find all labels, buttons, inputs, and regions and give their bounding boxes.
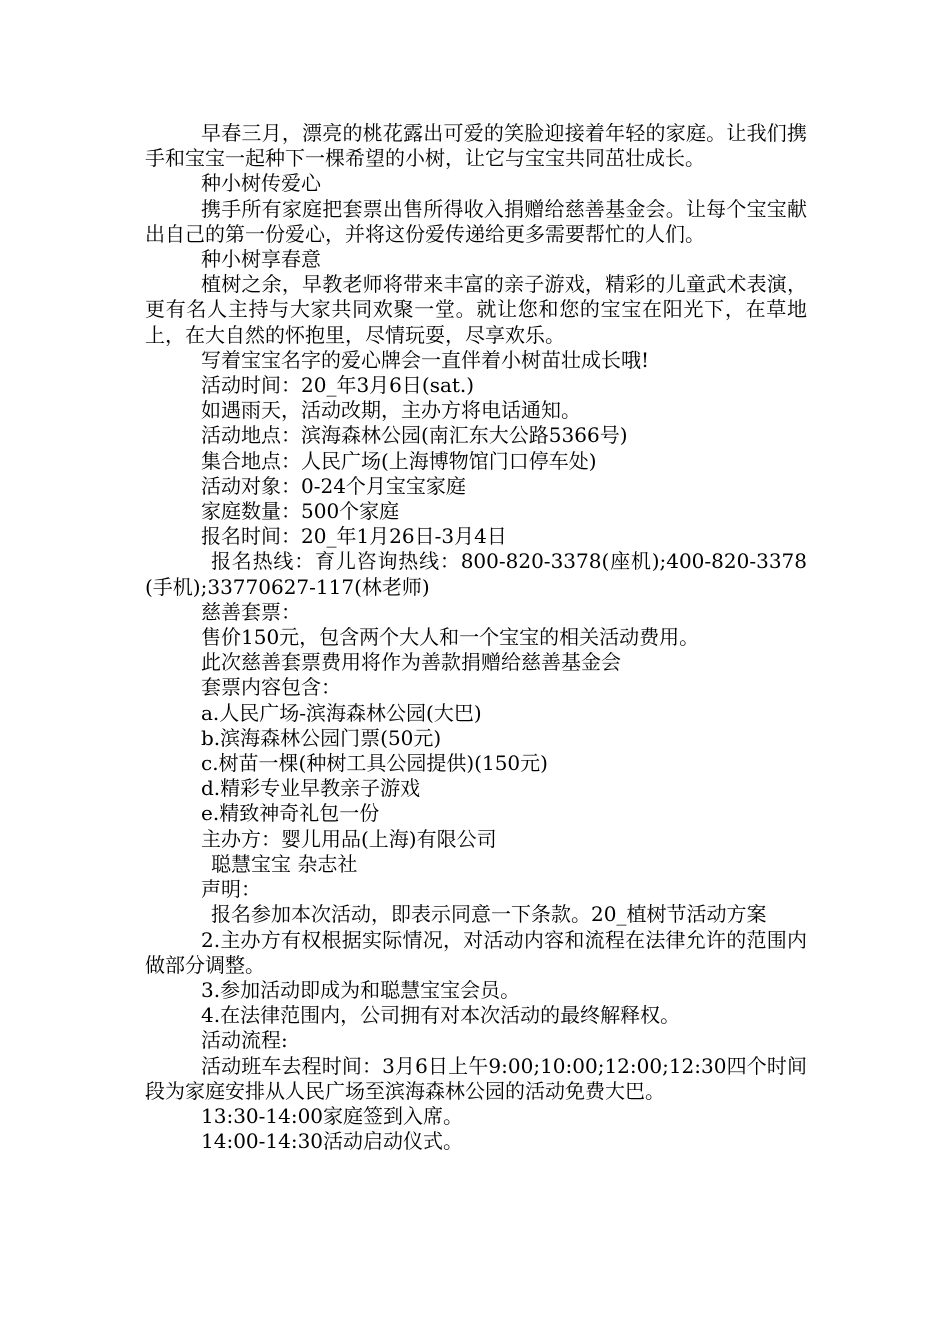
- charity-paragraph: 携手所有家庭把套票出售所得收入捐赠给慈善基金会。让每个宝宝献出自己的第一份爱心，并将这份爱传递给更多需要帮忙的人们。: [145, 196, 807, 246]
- target-audience-line: 活动对象：0-24个月宝宝家庭: [201, 473, 466, 498]
- opening-ceremony-line: 14:00-14:30活动启动仪式。: [201, 1129, 464, 1154]
- co-organizer-line: 聪慧宝宝 杂志社: [211, 851, 358, 876]
- checkin-time-line: 13:30-14:00家庭签到入席。: [201, 1103, 464, 1128]
- schedule-heading: 活动流程:: [201, 1028, 288, 1053]
- shuttle-schedule-paragraph: 活动班车去程时间：3月6日上午9:00;10:00;12:00;12:30四个时间段为家庭安排从人民广场至滨海森林公园的活动免费大巴。: [145, 1053, 807, 1103]
- ticket-price-line: 售价150元，包含两个大人和一个宝宝的相关活动费用。: [201, 625, 700, 650]
- event-location-line: 活动地点：滨海森林公园(南汇东大公路5366号): [201, 423, 628, 448]
- section-heading-spring: 种小树享春意: [201, 247, 321, 272]
- statement-clause-2: 2.主办方有权根据实际情况，对活动内容和流程在法律允许的范围内做部分调整。: [145, 927, 807, 977]
- registration-time-line: 报名时间：20_年1月26日-3月4日: [201, 524, 507, 549]
- ticket-item-c: c.树苗一棵(种树工具公园提供)(150元): [201, 751, 548, 776]
- ticket-item-d: d.精彩专业早教亲子游戏: [201, 776, 421, 801]
- ticket-item-b: b.滨海森林公园门票(50元): [201, 725, 442, 750]
- organizer-line: 主办方：婴儿用品(上海)有限公司: [201, 826, 497, 851]
- section-heading-love: 种小树传爱心: [201, 171, 321, 196]
- family-count-line: 家庭数量：500个家庭: [201, 499, 400, 524]
- charity-ticket-heading: 慈善套票：: [201, 599, 301, 624]
- activities-paragraph: 植树之余，早教老师将带来丰富的亲子游戏，精彩的儿童武术表演，更有名人主持与大家共同欢聚一堂。就让您和您的宝宝在阳光下，在草地上，在大自然的怀抱里，尽情玩耍，尽享欢乐。: [145, 272, 807, 347]
- name-plate-line: 写着宝宝名字的爱心牌会一直伴着小树苗壮成长哦!: [201, 347, 650, 372]
- ticket-contents-heading: 套票内容包含：: [201, 675, 341, 700]
- ticket-item-a: a.人民广场-滨海森林公园(大巴): [201, 700, 482, 725]
- statement-clause-1: 报名参加本次活动，即表示同意一下条款。20_植树节活动方案: [211, 902, 767, 927]
- meeting-point-line: 集合地点：人民广场(上海博物馆门口停车处): [201, 448, 597, 473]
- intro-paragraph: 早春三月，漂亮的桃花露出可爱的笑脸迎接着年轻的家庭。让我们携手和宝宝一起种下一棵希望的小树，让它与宝宝共同茁壮成长。: [145, 121, 807, 171]
- statement-clause-4: 4.在法律范围内，公司拥有对本次活动的最终解释权。: [201, 1003, 681, 1028]
- statement-clause-3: 3.参加活动即成为和聪慧宝宝会员。: [201, 977, 521, 1002]
- event-time-line: 活动时间：20_年3月6日(sat.): [201, 373, 475, 398]
- hotline-paragraph: 报名热线：育儿咨询热线：800-820-3378(座机);400-820-3378(手机);33770627-117(林老师): [145, 549, 807, 599]
- ticket-donation-line: 此次慈善套票费用将作为善款捐赠给慈善基金会: [201, 650, 621, 675]
- ticket-item-e: e.精致神奇礼包一份: [201, 801, 380, 826]
- statement-heading: 声明：: [201, 877, 261, 902]
- document-body: [145, 121, 807, 1154]
- rain-notice-line: 如遇雨天，活动改期，主办方将电话通知。: [201, 398, 581, 423]
